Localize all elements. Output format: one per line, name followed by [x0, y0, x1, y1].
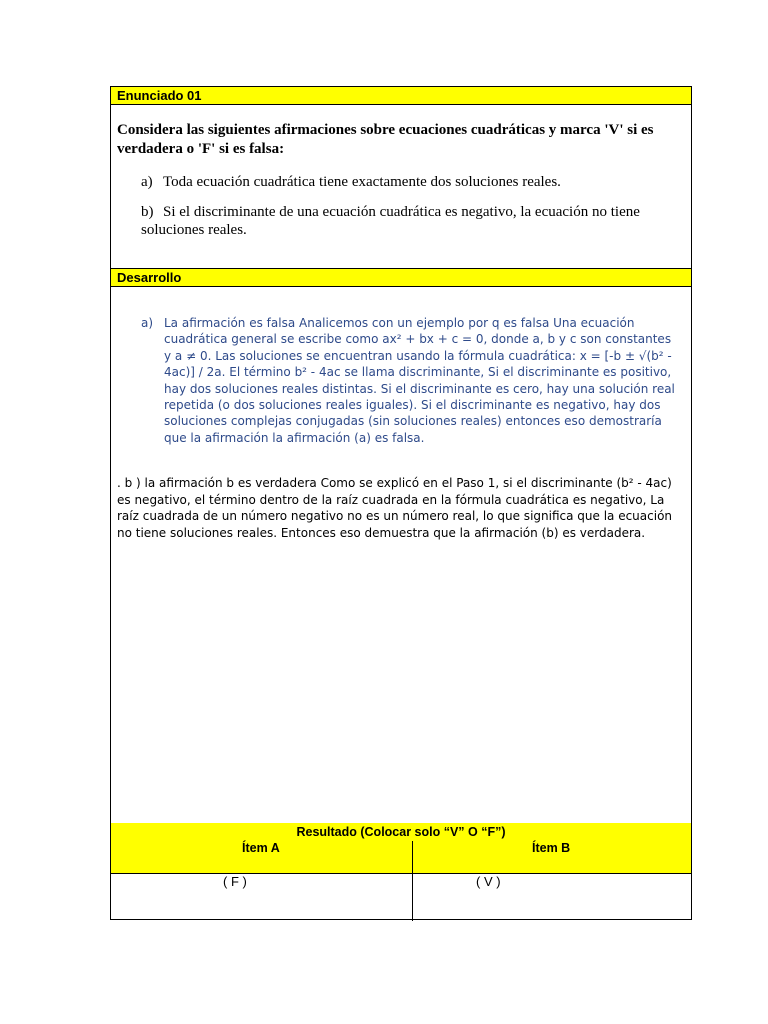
- option-b: [141, 203, 671, 239]
- item-a-answer: ( F ): [223, 874, 247, 889]
- enunciado-header: Enunciado 01: [111, 87, 691, 105]
- option-a-text: Toda ecuación cuadrática tiene exactamente dos soluciones reales.: [163, 174, 561, 190]
- desarrollo-item-a: [141, 315, 681, 446]
- desarrollo-item-a-label: a): [141, 316, 154, 330]
- question-text: Considera las siguientes afirmaciones sobre ecuaciones cuadráticas y marca 'V' si es verdadera o 'F' si es falsa:: [117, 122, 654, 157]
- exercise-frame: [110, 86, 692, 920]
- resultado-title: Resultado (Colocar solo “V” O “F”): [296, 825, 506, 839]
- desarrollo-header: Desarrollo: [111, 268, 691, 287]
- item-b-header: Ítem B: [532, 841, 571, 855]
- option-a-label: a): [141, 174, 153, 190]
- column-divider: [412, 841, 413, 921]
- option-a: [141, 173, 671, 191]
- option-b-label: b): [141, 204, 154, 220]
- item-b-answer: ( V ): [476, 874, 501, 889]
- desarrollo-item-b-text: . b ) la afirmación b es verdadera Como se explicó en el Paso 1, si el discriminante (b² - 4ac) es negativo, el término dentro de la raíz cuadrada en la fórmula cuadrática es negativo, La raíz cuadrada de un número negativo no es un número real, lo que significa que la ecuación no tiene soluciones reales. Entonces eso demuestra que la afirmación (b) es verdadera.: [117, 476, 673, 540]
- item-a-header: Ítem A: [242, 841, 280, 855]
- option-b-text: Si el discriminante de una ecuación cuadrática es negativo, la ecuación no tiene soluciones reales.: [141, 204, 640, 238]
- resultado-header: [111, 823, 691, 874]
- desarrollo-item-a-text: La afirmación es falsa Analicemos con un ejemplo por q es falsa Una ecuación cuadrática general se escribe como ax² + bx + c = 0, donde a, b y c son constantes y a ≠ 0. Las soluciones se encuentran usando la fórmula cuadrática: x = [-b ± √(b² - 4ac)] / 2a. El término b² - 4ac se llama discriminante, Si el discriminante es positivo, hay dos soluciones reales distintas. Si el discriminante es cero, hay una solución real repetida (o dos soluciones reales iguales). Si el discriminante es negativo, hay dos soluciones complejas conjugadas (sin soluciones reales) entonces eso demostraría que la afirmación la afirmación (a) es falsa.: [164, 316, 675, 445]
